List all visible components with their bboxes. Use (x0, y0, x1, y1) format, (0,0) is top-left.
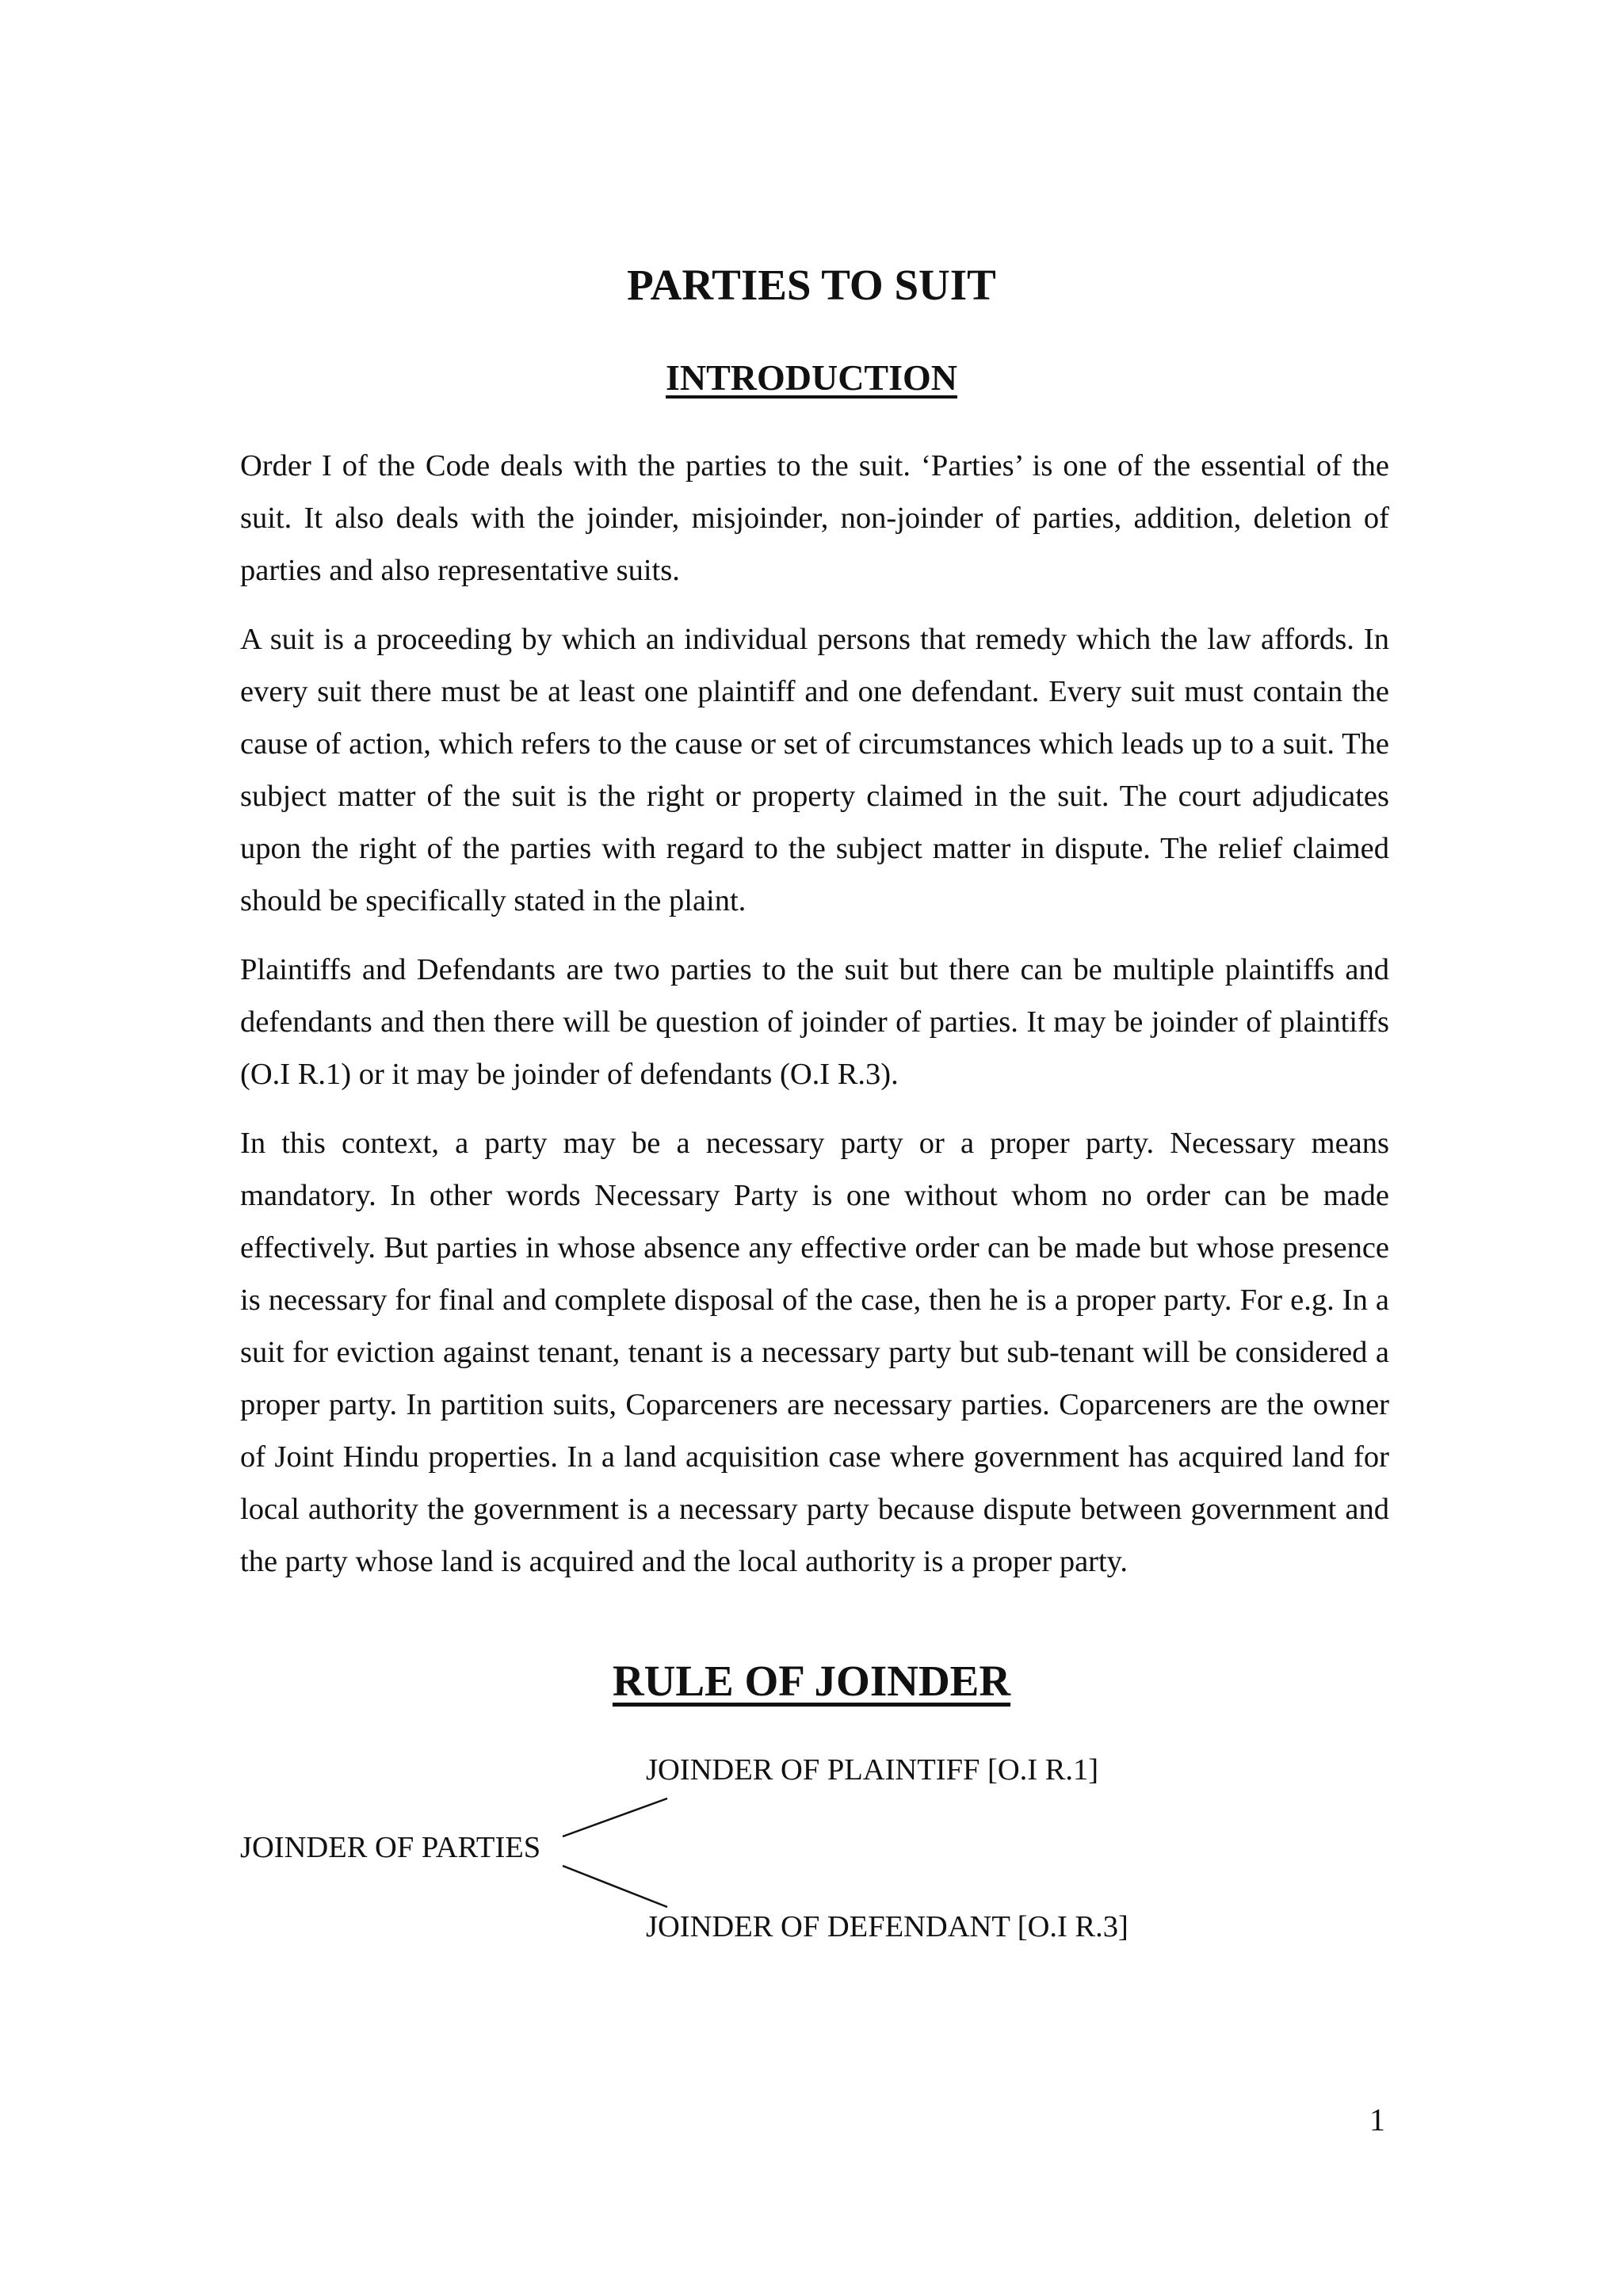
joinder-plaintiff-label: JOINDER OF PLAINTIFF [O.I R.1] (646, 1753, 1099, 1787)
joinder-defendant-label: JOINDER OF DEFENDANT [O.I R.3] (646, 1910, 1128, 1943)
paragraph-4: In this context, a party may be a necessary party or a proper party. Necessary means mandatory. In other words Necessary Party is one without whom no order can be made effectively. But parties in whose absence any effective order can be made but whose presence is necessary for final and complete disposal of the case, then he is a proper party. For e.g. In a suit for eviction against tenant, tenant is a necessary party but sub-tenant will be considered a proper party. In partition suits, Coparceners are necessary parties. Coparceners are the owner of Joint Hindu properties. In a land acquisition case where government has acquired land for local authority the government is a necessary party because dispute between government and the party whose land is acquired and the local authority is a proper party. (240, 1127, 1389, 1578)
rule-of-joinder-heading: RULE OF JOINDER (612, 1657, 1011, 1705)
document-title: PARTIES TO SUIT (627, 261, 996, 309)
introduction-heading: INTRODUCTION (665, 357, 958, 398)
connector-line-defendant (563, 1866, 667, 1907)
page-number: 1 (1369, 2102, 1385, 2138)
connector-line-plaintiff (563, 1798, 667, 1836)
joinder-parties-label: JOINDER OF PARTIES (240, 1831, 541, 1864)
paragraph-3: Plaintiffs and Defendants are two parties to the suit but there can be multiple plaintiffs and defendants and then there will be question of joinder of parties. It may be joinder of plaintiffs (O.I R.1) or it may be joinder of defendants (O.I R.3). (240, 953, 1389, 1091)
paragraph-2: A suit is a proceeding by which an individual persons that remedy which the law affords. In every suit there must be at least one plaintiff and one defendant. Every suit must contain the cause of action, which refers to the cause or set of circumstances which leads up to a suit. The subject matter of the suit is the right or property claimed in the suit. The court adjudicates upon the right of the parties with regard to the subject matter in dispute. The relief claimed should be specifically stated in the plaint. (240, 623, 1389, 917)
paragraph-1: Order I of the Code deals with the parties to the suit. ‘Parties’ is one of the essential of the suit. It also deals with the joinder, misjoinder, non-joinder of parties, addition, deletion of parties and also representative suits. (240, 449, 1389, 587)
